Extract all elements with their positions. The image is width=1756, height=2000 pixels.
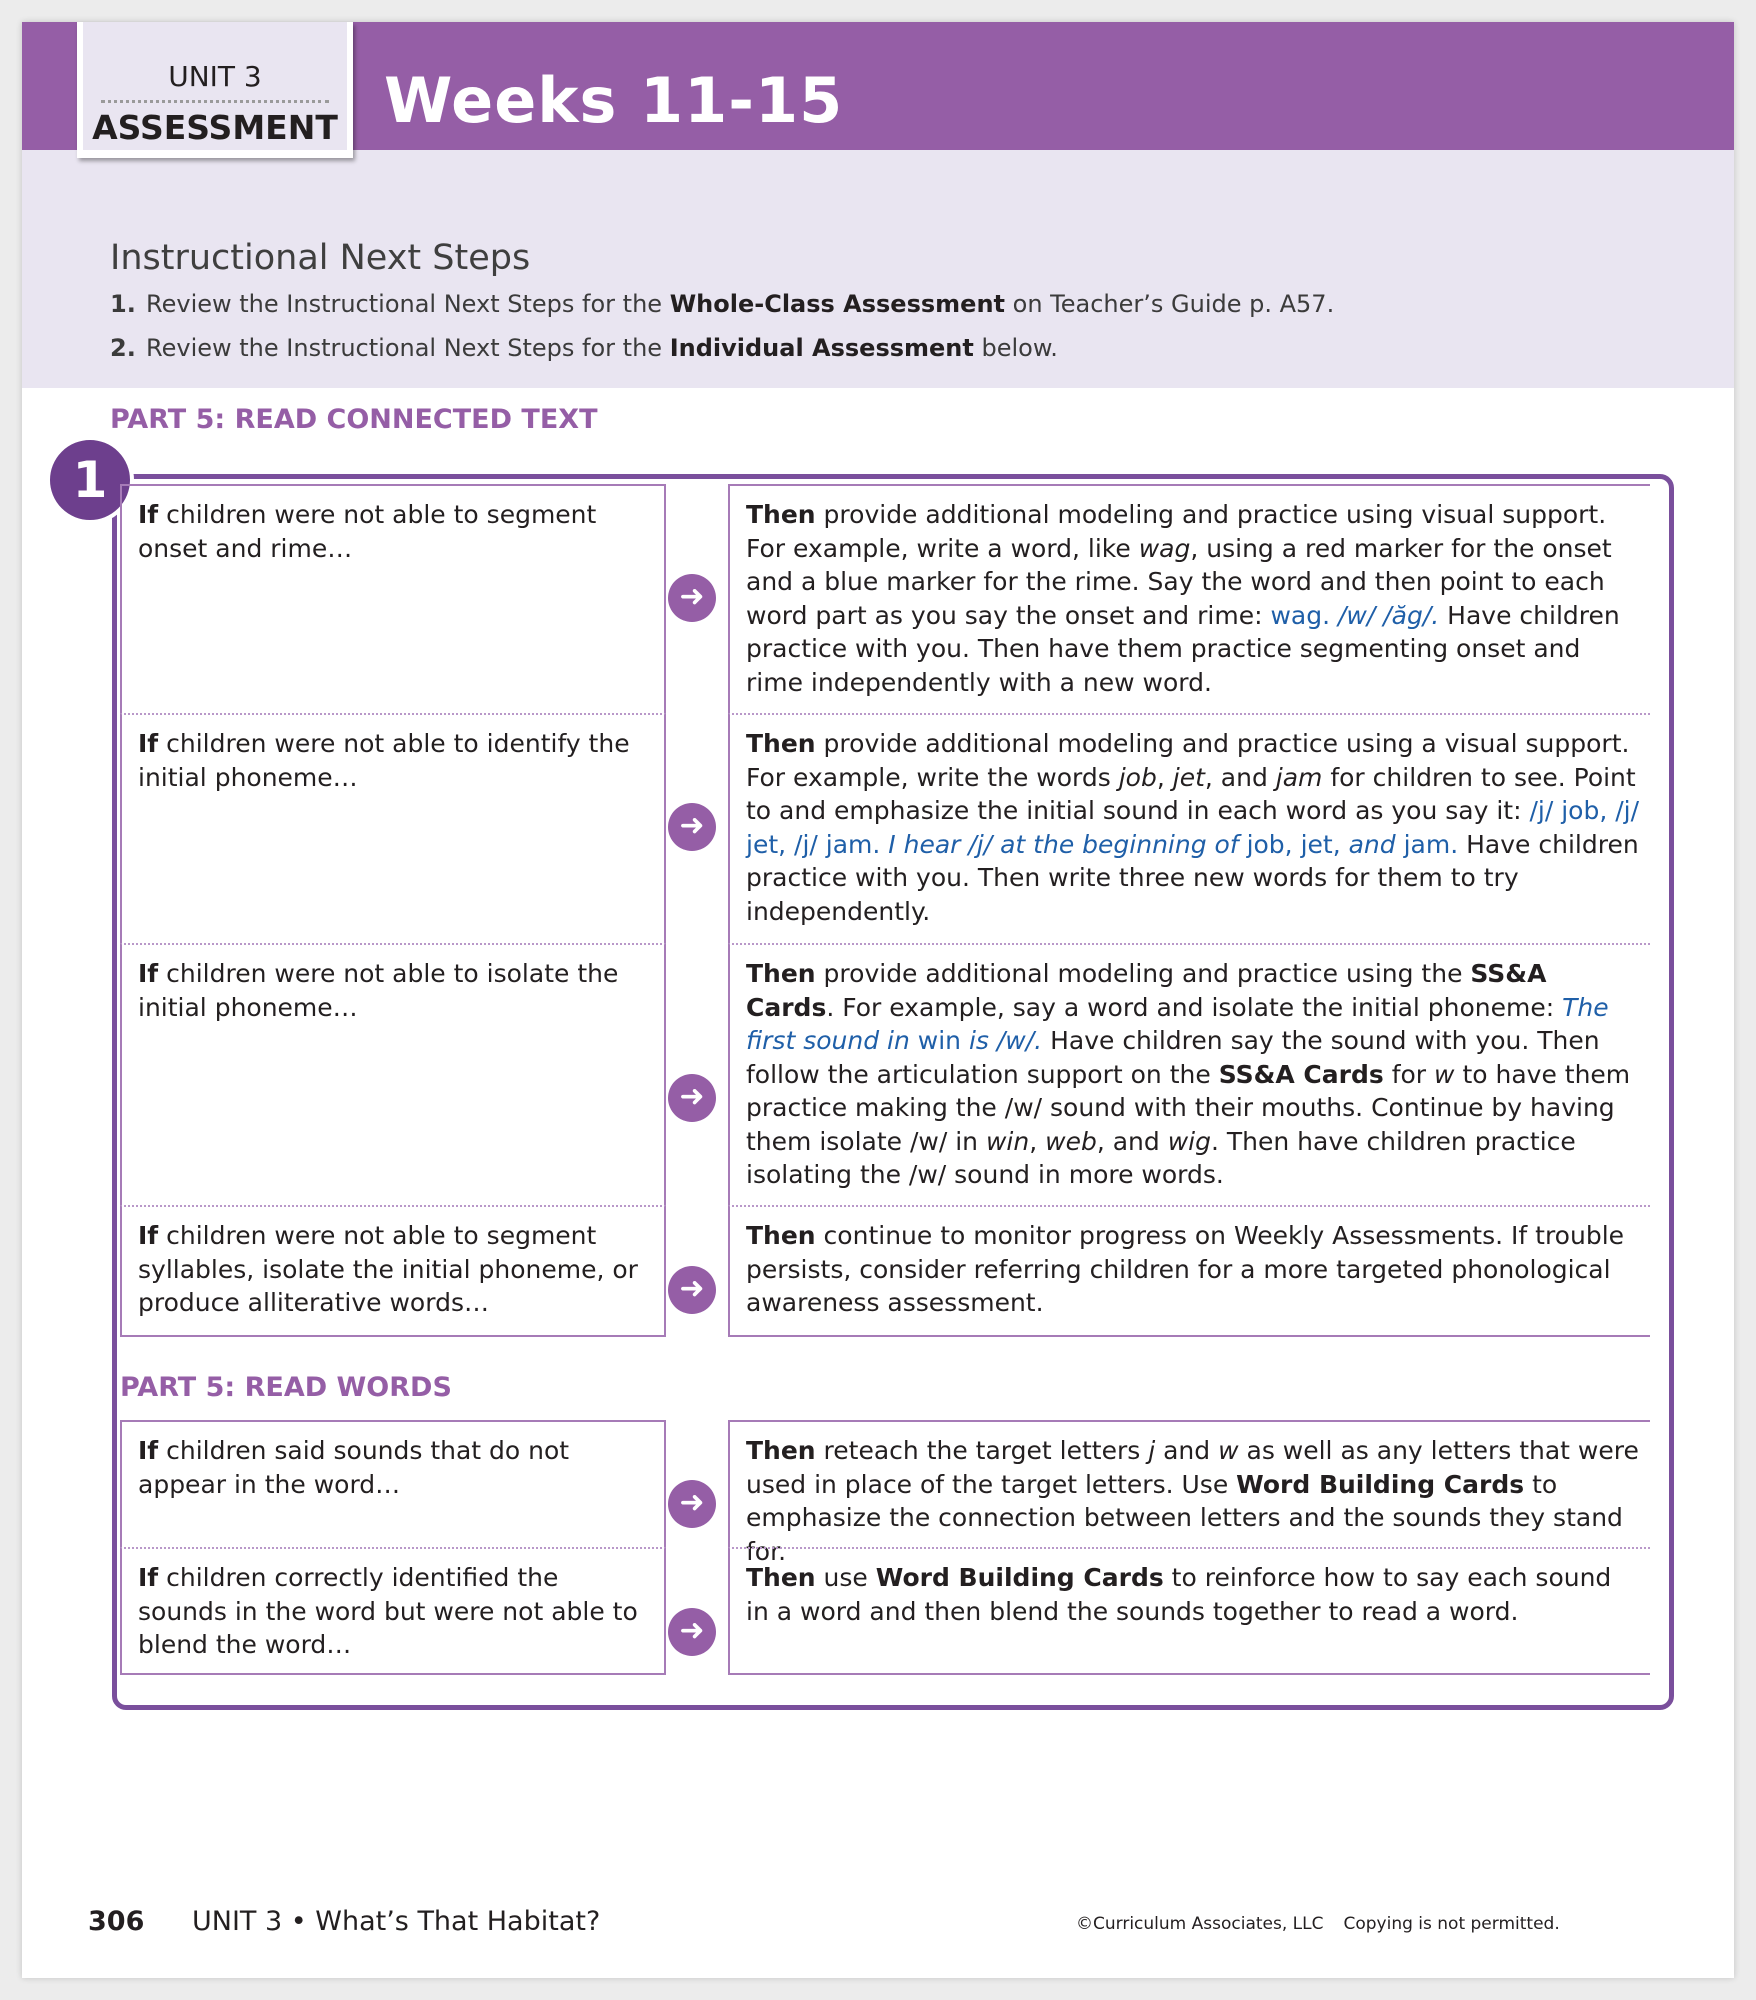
if-cell xyxy=(120,484,666,713)
copyright-text: ©Curriculum Associates, LLC xyxy=(1076,1914,1324,1934)
if-lead: If xyxy=(138,959,159,988)
then-cell xyxy=(728,1420,1650,1566)
if-lead: If xyxy=(138,1221,159,1250)
then-text: wig xyxy=(1167,1126,1211,1156)
next-steps-band xyxy=(22,150,1734,388)
then-text: SS&A Cards xyxy=(1218,1059,1384,1089)
then-text: provide additional modeling and practice using the xyxy=(815,959,1471,988)
then-text: . Then have children practice isolating the /w/ sound in more words. xyxy=(746,1126,1576,1189)
then-text: Word Building Cards xyxy=(875,1563,1164,1592)
then-text: wag xyxy=(1138,533,1191,563)
then-text: , using a red marker for the onset and a blue marker for the rime. Say the word and then point to each word part as you say the onset and rime: xyxy=(746,533,1612,630)
then-text: j xyxy=(1148,1436,1156,1465)
then-text: use xyxy=(815,1563,876,1592)
then-text: job xyxy=(1118,762,1157,792)
then-text: to reinforce how to say each sound in a word and then blend the sounds together to read a word. xyxy=(746,1563,1612,1626)
then-text: w xyxy=(1218,1436,1239,1465)
then-text: as well as any letters that were used in place of the target letters. Use xyxy=(746,1436,1639,1499)
if-text: children correctly identified the sounds in the word but were not able to blend the word… xyxy=(138,1563,638,1659)
then-text: provide additional modeling and practice using visual support. For example, write a word, like xyxy=(746,500,1607,563)
then-text: Have children say the sound with you. Then follow the articulation support on the xyxy=(746,1026,1600,1089)
then-lead: Then xyxy=(746,1563,816,1592)
then-lead: Then xyxy=(746,1221,816,1250)
then-text: Have children practice with you. Then have them practice segmenting onset and rime independently with a new word. xyxy=(746,600,1620,697)
then-lead: Then xyxy=(746,959,816,988)
if-cell xyxy=(120,1205,666,1337)
next-step-num: 1. xyxy=(110,290,136,318)
example-speech: is /w/. xyxy=(961,1026,1043,1055)
example-speech: win xyxy=(917,1026,962,1055)
if-cell xyxy=(120,943,666,1205)
example-speech: job, jet, xyxy=(1246,829,1341,859)
if-lead: If xyxy=(138,1436,159,1465)
example-speech: I hear /j/ at the beginning of xyxy=(888,829,1247,859)
next-step-text: below. xyxy=(973,334,1058,362)
copyright-notice xyxy=(1076,1914,1560,1934)
if-text: children were not able to segment syllables, isolate the initial phoneme, or produce alliterative words… xyxy=(138,1221,638,1317)
then-text: , and xyxy=(1096,1126,1168,1156)
example-speech: The first sound in xyxy=(746,992,1609,1055)
example-speech: jam. xyxy=(1403,829,1459,859)
then-text: reteach the target letters xyxy=(815,1436,1149,1465)
if-text: children said sounds that do not appear in the word… xyxy=(138,1436,570,1499)
arrow-right-circle-icon: ➜ xyxy=(668,1608,716,1656)
example-speech: and xyxy=(1340,829,1404,859)
then-lead: Then xyxy=(746,729,816,758)
next-step-text: on Teacher’s Guide p. A57. xyxy=(1005,290,1335,318)
then-text: Word Building Cards xyxy=(1236,1469,1525,1499)
then-cell xyxy=(728,484,1650,713)
section-heading-read-words: PART 5: READ WORDS xyxy=(120,1372,452,1403)
then-cell xyxy=(728,1205,1650,1337)
example-speech: /j/ job, /j/ jet, /j/ jam. xyxy=(746,796,1640,859)
example-speech: /w/ /ăg/. xyxy=(1337,600,1440,630)
unit-title: UNIT 3 • What’s That Habitat? xyxy=(192,1906,601,1937)
then-text: web xyxy=(1045,1126,1097,1156)
next-step-text: Review the Instructional Next Steps for the xyxy=(146,290,670,318)
next-step-bold: Individual Assessment xyxy=(669,334,974,362)
if-text: children were not able to isolate the initial phoneme… xyxy=(138,959,619,1022)
arrow-right-circle-icon: ➜ xyxy=(668,574,716,622)
then-cell xyxy=(728,713,1650,943)
then-text: and xyxy=(1155,1436,1219,1465)
assessment-label: ASSESSMENT xyxy=(92,108,338,147)
section-heading-connected-text: PART 5: READ CONNECTED TEXT xyxy=(110,404,598,435)
if-text: children were not able to identify the initial phoneme… xyxy=(138,729,630,792)
then-text: jam xyxy=(1275,762,1323,792)
then-text: for xyxy=(1383,1059,1435,1089)
page xyxy=(22,22,1734,1978)
arrow-right-circle-icon: ➜ xyxy=(668,1480,716,1528)
then-lead: Then xyxy=(746,500,816,529)
then-text: win xyxy=(985,1126,1030,1156)
arrow-right-circle-icon: ➜ xyxy=(668,1266,716,1314)
next-step-2 xyxy=(110,334,1058,362)
then-text: to emphasize the connection between letters and the sounds they stand for. xyxy=(746,1469,1623,1566)
item-number-badge: 1 xyxy=(46,436,134,524)
then-text: SS&A Cards xyxy=(746,959,1547,1022)
then-text: for children to see. Point to and emphasize the initial sound in each word as you say it: xyxy=(746,762,1636,825)
if-text: children were not able to segment onset and rime… xyxy=(138,500,597,563)
then-lead: Then xyxy=(746,1436,816,1465)
then-text: . For example, say a word and isolate the initial phoneme: xyxy=(826,992,1563,1022)
next-step-bold: Whole-Class Assessment xyxy=(669,290,1005,318)
then-text: jet xyxy=(1172,762,1205,792)
copying-notice: Copying is not permitted. xyxy=(1343,1914,1560,1934)
next-step-1 xyxy=(110,290,1334,318)
unit-label: UNIT 3 xyxy=(168,60,262,93)
dotted-divider xyxy=(101,100,329,103)
if-lead: If xyxy=(138,729,159,758)
next-step-num: 2. xyxy=(110,334,136,362)
page-number: 306 xyxy=(88,1906,145,1937)
next-step-text: Review the Instructional Next Steps for the xyxy=(146,334,670,362)
example-speech: wag. xyxy=(1270,600,1338,630)
then-text: Have children practice with you. Then write three new words for them to try independently. xyxy=(746,829,1639,926)
then-text: provide additional modeling and practice using a visual support. For example, write the words xyxy=(746,729,1630,792)
arrow-right-circle-icon: ➜ xyxy=(668,803,716,851)
then-text: w xyxy=(1434,1059,1455,1089)
weeks-title: Weeks 11-15 xyxy=(384,64,844,137)
then-cell xyxy=(728,943,1650,1205)
then-text: continue to monitor progress on Weekly Assessments. If trouble persists, consider referring children for a more targeted phonological awareness assessment. xyxy=(746,1221,1625,1317)
then-text: , xyxy=(1156,762,1173,792)
then-text: to have them practice making the /w/ sound with their mouths. Continue by having them isolate /w/ in xyxy=(746,1059,1631,1156)
if-cell xyxy=(120,713,666,943)
unit-assessment-tab xyxy=(77,22,353,158)
if-cell xyxy=(120,1420,666,1547)
next-steps-title: Instructional Next Steps xyxy=(110,238,531,278)
then-cell xyxy=(728,1547,1650,1675)
arrow-right-circle-icon: ➜ xyxy=(668,1074,716,1122)
then-text: , and xyxy=(1204,762,1276,792)
if-lead: If xyxy=(138,500,159,529)
if-lead: If xyxy=(138,1563,159,1592)
if-cell xyxy=(120,1547,666,1675)
then-text: , xyxy=(1029,1126,1046,1156)
